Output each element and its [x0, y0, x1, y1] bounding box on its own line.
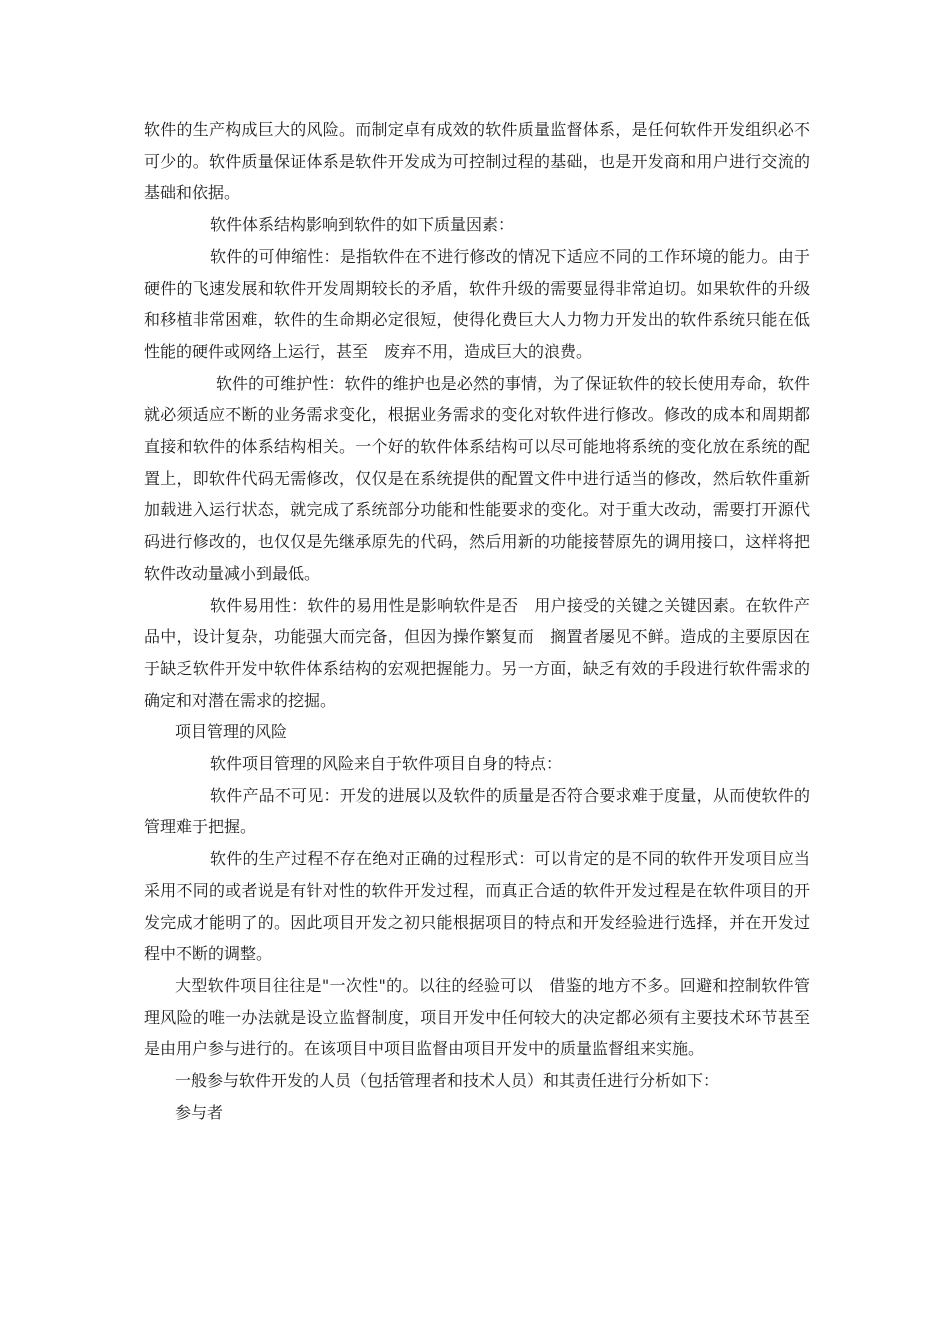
paragraph-project-risk-intro: 软件项目管理的风险来自于软件项目自身的特点： — [210, 754, 563, 774]
paragraph-architecture-factors-intro: 软件体系结构影响到软件的如下质量因素： — [210, 215, 515, 235]
paragraph-maintainability: 软件的可维护性：软件的维护也是必然的事情，为了保证软件的较长使用寿命，软件就必须适应不断的业务需求变化，根据业务需求的变化对软件进行修改。修改的成本和周期都直接和软件的体系结构相关。一个好的软件体系结构可以尽可能地将系统的变化放在系统的配置上，即软件代码无需修改，仅仅是在系统提供的配置文件中进行适当的修改，然后软件重新加载进入运行状态，就完成了系统部分功能和性能要求的变化。对于重大改动，需要打开源代码进行修改的，也仅仅是先继承原先的代码，然后用新的功能接替原先的调用接口，这样将把软件改动量减小到最低。 — [144, 373, 810, 583]
paragraph-one-time-project: 大型软件项目往往是"一次性"的。以往的经验可以 借鉴的地方不多。回避和控制软件管理风险的唯一办法就是设立监督制度，项目开发中任何较大的决定都必须有主要技术环节甚至是由用户参与进行的。在该项目中项目监督由项目开发中的质量监督组来实施。 — [144, 975, 810, 1059]
section-heading-project-management-risk: 项目管理的风险 — [175, 722, 288, 742]
paragraph-scalability: 软件的可伸缩性：是指软件在不进行修改的情况下适应不同的工作环境的能力。由于硬件的飞速发展和软件开发周期较长的矛盾，软件升级的需要显得非常迫切。如果软件的升级和移植非常困难，软件的生命期必定很短，使得化费巨大人力物力开发出的软件系统只能在低性能的硬件或网络上运行，甚至 废弃不用，造成巨大的浪费。 — [144, 246, 810, 361]
document-body — [144, 114, 810, 1129]
paragraph-quality-risk: 软件的生产构成巨大的风险。而制定卓有成效的软件质量监督体系，是任何软件开发组织必不可少的。软件质量保证体系是软件开发成为可控制过程的基础，也是开发商和用户进行交流的基础和依据。 — [144, 120, 810, 203]
paragraph-participants-label: 参与者 — [175, 1102, 224, 1122]
paragraph-production-process: 软件的生产过程不存在绝对正确的过程形式：可以肯定的是不同的软件开发项目应当采用不同的或者说是有针对性的软件开发过程，而真正合适的软件开发过程是在软件项目的开发完成才能明了的。因此项目开发之初只能根据项目的特点和开发经验进行选择，并在开发过程中不断的调整。 — [144, 849, 810, 964]
paragraph-invisible-product: 软件产品不可见：开发的进展以及软件的质量是否符合要求难于度量，从而使软件的管理难于把握。 — [144, 785, 810, 837]
paragraph-usability: 软件易用性：软件的易用性是影响软件是否 用户接受的关键之关键因素。在软件产品中，设计复杂，功能强大而完备，但因为操作繁复而 搁置者屡见不鲜。造成的主要原因在于缺乏软件开发中软件体系结构的宏观把握能力。另一方面，缺乏有效的手段进行软件需求的确定和对潜在需求的挖掘。 — [144, 595, 810, 710]
paragraph-participants-intro: 一般参与软件开发的人员（包括管理者和技术人员）和其责任进行分析如下： — [175, 1071, 720, 1091]
